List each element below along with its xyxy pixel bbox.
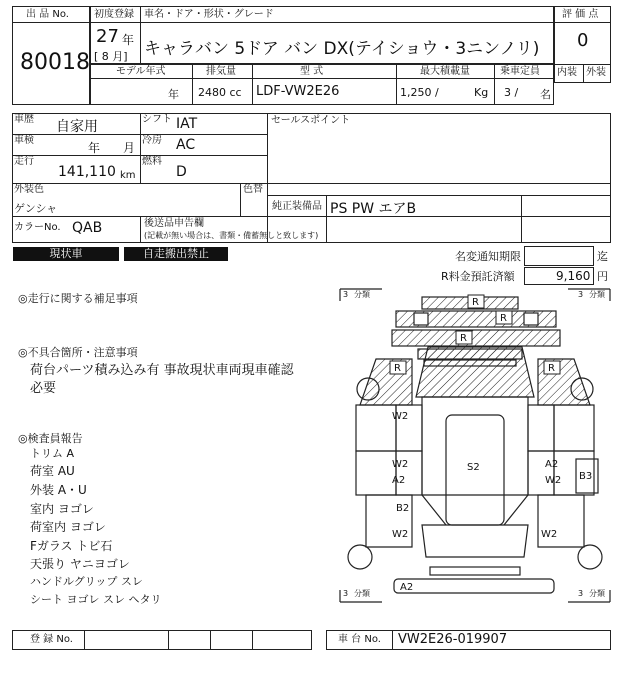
right-b3: B3	[579, 471, 593, 482]
mileage-value: 141,110	[58, 164, 116, 180]
cab-front	[416, 347, 534, 397]
roof-front-mark: R	[472, 297, 479, 308]
left-a2: A2	[392, 475, 406, 486]
inspector-item: 天張り ヤニヨゴレ	[30, 557, 130, 571]
svg-text:分類: 分類	[589, 589, 605, 598]
defect-title: ◎不具合箇所・注意事項	[18, 346, 138, 359]
ac-label: 冷房	[142, 135, 162, 146]
rear-bumper	[394, 579, 554, 593]
current-condition-button: 現状車	[13, 247, 119, 261]
recycle-label: R料金預託済額	[441, 270, 515, 283]
bumper-a2: A2	[400, 582, 414, 593]
left-rear-w2: W2	[392, 529, 409, 540]
defect-line-1: 荷台パーツ積み込み有 事故現状車両現車確認	[30, 363, 294, 378]
mileage-unit: km	[120, 170, 136, 181]
chassis-number: VW2E26-019907	[398, 632, 508, 647]
max-load-label: 最大積載量	[420, 66, 470, 77]
inspection-month: 月	[123, 141, 136, 155]
chassis-label: 車 台 No.	[338, 634, 381, 645]
supplement-title: ◎走行に関する補足事項	[18, 292, 138, 305]
score-label: 評 価 点	[562, 9, 599, 20]
svg-text:分類: 分類	[354, 290, 370, 299]
car-condition-diagram	[338, 287, 612, 604]
max-load: 1,250 /	[400, 86, 439, 99]
svg-text:3: 3	[343, 589, 349, 598]
ac-value: AC	[176, 137, 196, 153]
recycle-unit: 円	[597, 270, 608, 283]
svg-text:3: 3	[578, 589, 584, 598]
color-no-value: QAB	[72, 220, 103, 236]
max-load-unit: Kg	[474, 86, 489, 99]
left-fender-mark: R	[394, 363, 401, 374]
type-label: 型 式	[300, 66, 324, 77]
svg-text:3: 3	[578, 290, 584, 299]
corner-label: 3	[343, 290, 349, 299]
shift-label: シフト	[142, 114, 172, 125]
inspector-item: シート ヨゴレ スレ ヘタリ	[30, 593, 162, 606]
first-reg-year-unit: 年	[122, 33, 135, 47]
roof-mid-mark: R	[500, 313, 507, 324]
first-reg-year: 27	[96, 26, 119, 47]
defect-line-2: 必要	[30, 381, 57, 396]
inspector-title: ◎検査員報告	[18, 432, 83, 445]
vehicle-name: キャラバン 5ドア バン DX(テイショウ・3ニンノリ)	[144, 39, 540, 59]
inspector-item: ハンドルグリップ スレ	[30, 575, 143, 588]
first-reg-label: 初度登録	[94, 9, 134, 20]
right-w2: W2	[545, 475, 562, 486]
inspector-item: 室内 ヨゴレ	[30, 502, 94, 516]
no-self-drive-button: 自走搬出禁止	[124, 247, 228, 261]
mileage-label: 走行	[14, 156, 34, 167]
right-fender-mark: R	[548, 363, 555, 374]
name-change-box	[524, 246, 594, 266]
ext-color-value: ゲンシャ	[14, 202, 58, 215]
aftermarket-note: (記載が無い場合は、書類・備蓄無しと致します)	[144, 231, 319, 240]
capacity: 3 /	[504, 86, 519, 99]
inspector-item: Fガラス トビ石	[30, 539, 113, 553]
type-value: LDF-VW2E26	[256, 84, 340, 99]
center-s2: S2	[467, 462, 480, 473]
factory-equip-label: 純正装備品	[272, 201, 322, 212]
name-change-label: 名変通知期限	[455, 250, 521, 263]
capacity-unit: 名	[540, 88, 551, 101]
fuel-label: 燃料	[142, 156, 162, 167]
interior-label: 内装	[557, 67, 577, 78]
capacity-label: 乗車定員	[500, 66, 540, 77]
aftermarket-label: 後送品申告欄	[144, 218, 204, 229]
color-no-label: カラーNo.	[14, 222, 61, 233]
right-a2: A2	[545, 459, 559, 470]
inspection-year: 年	[88, 141, 101, 155]
displacement-label: 排気量	[206, 66, 236, 77]
history-label: 車歴	[14, 114, 34, 125]
svg-text:分類: 分類	[589, 290, 605, 299]
svg-text:分類: 分類	[354, 589, 370, 598]
right-rear-w2: W2	[541, 529, 558, 540]
roof-mid-panel	[392, 330, 560, 346]
model-year-label: モデル年式	[116, 66, 166, 77]
inspector-item: 荷室 AU	[30, 464, 75, 478]
displacement: 2480 cc	[198, 86, 242, 99]
model-year-unit: 年	[168, 88, 179, 101]
roof-rear-mark: R	[460, 333, 467, 344]
lot-label: 出 品 No.	[26, 9, 69, 20]
inspector-item: 荷室内 ヨゴレ	[30, 520, 106, 534]
color-change-label: 色替	[243, 184, 263, 195]
ext-color-label: 外装色	[14, 184, 44, 195]
sales-point-label: セールスポイント	[271, 115, 351, 126]
inspection-label: 車検	[14, 135, 34, 146]
name-change-unit: 迄	[597, 250, 608, 263]
shift-value: IAT	[176, 116, 198, 132]
left-front-w2: W2	[392, 411, 409, 422]
reg-no-label: 登 録 No.	[30, 634, 73, 645]
recycle-amount: 9,160	[556, 269, 591, 283]
exterior-label: 外装	[586, 67, 606, 78]
left-w2: W2	[392, 459, 409, 470]
inspector-item: 外装 A・U	[30, 483, 87, 497]
lot-number: 80018	[20, 50, 90, 75]
factory-equip-value: PS PW エアB	[330, 201, 417, 217]
left-b2: B2	[396, 503, 410, 514]
first-reg-month: [ 8 月]	[94, 50, 128, 63]
inspector-item: トリム A	[30, 447, 75, 460]
title-label: 車名・ドア・形状・グレード	[144, 9, 274, 20]
history-value: 自家用	[56, 119, 98, 135]
fuel-value: D	[176, 164, 187, 180]
score-value: 0	[577, 30, 589, 51]
